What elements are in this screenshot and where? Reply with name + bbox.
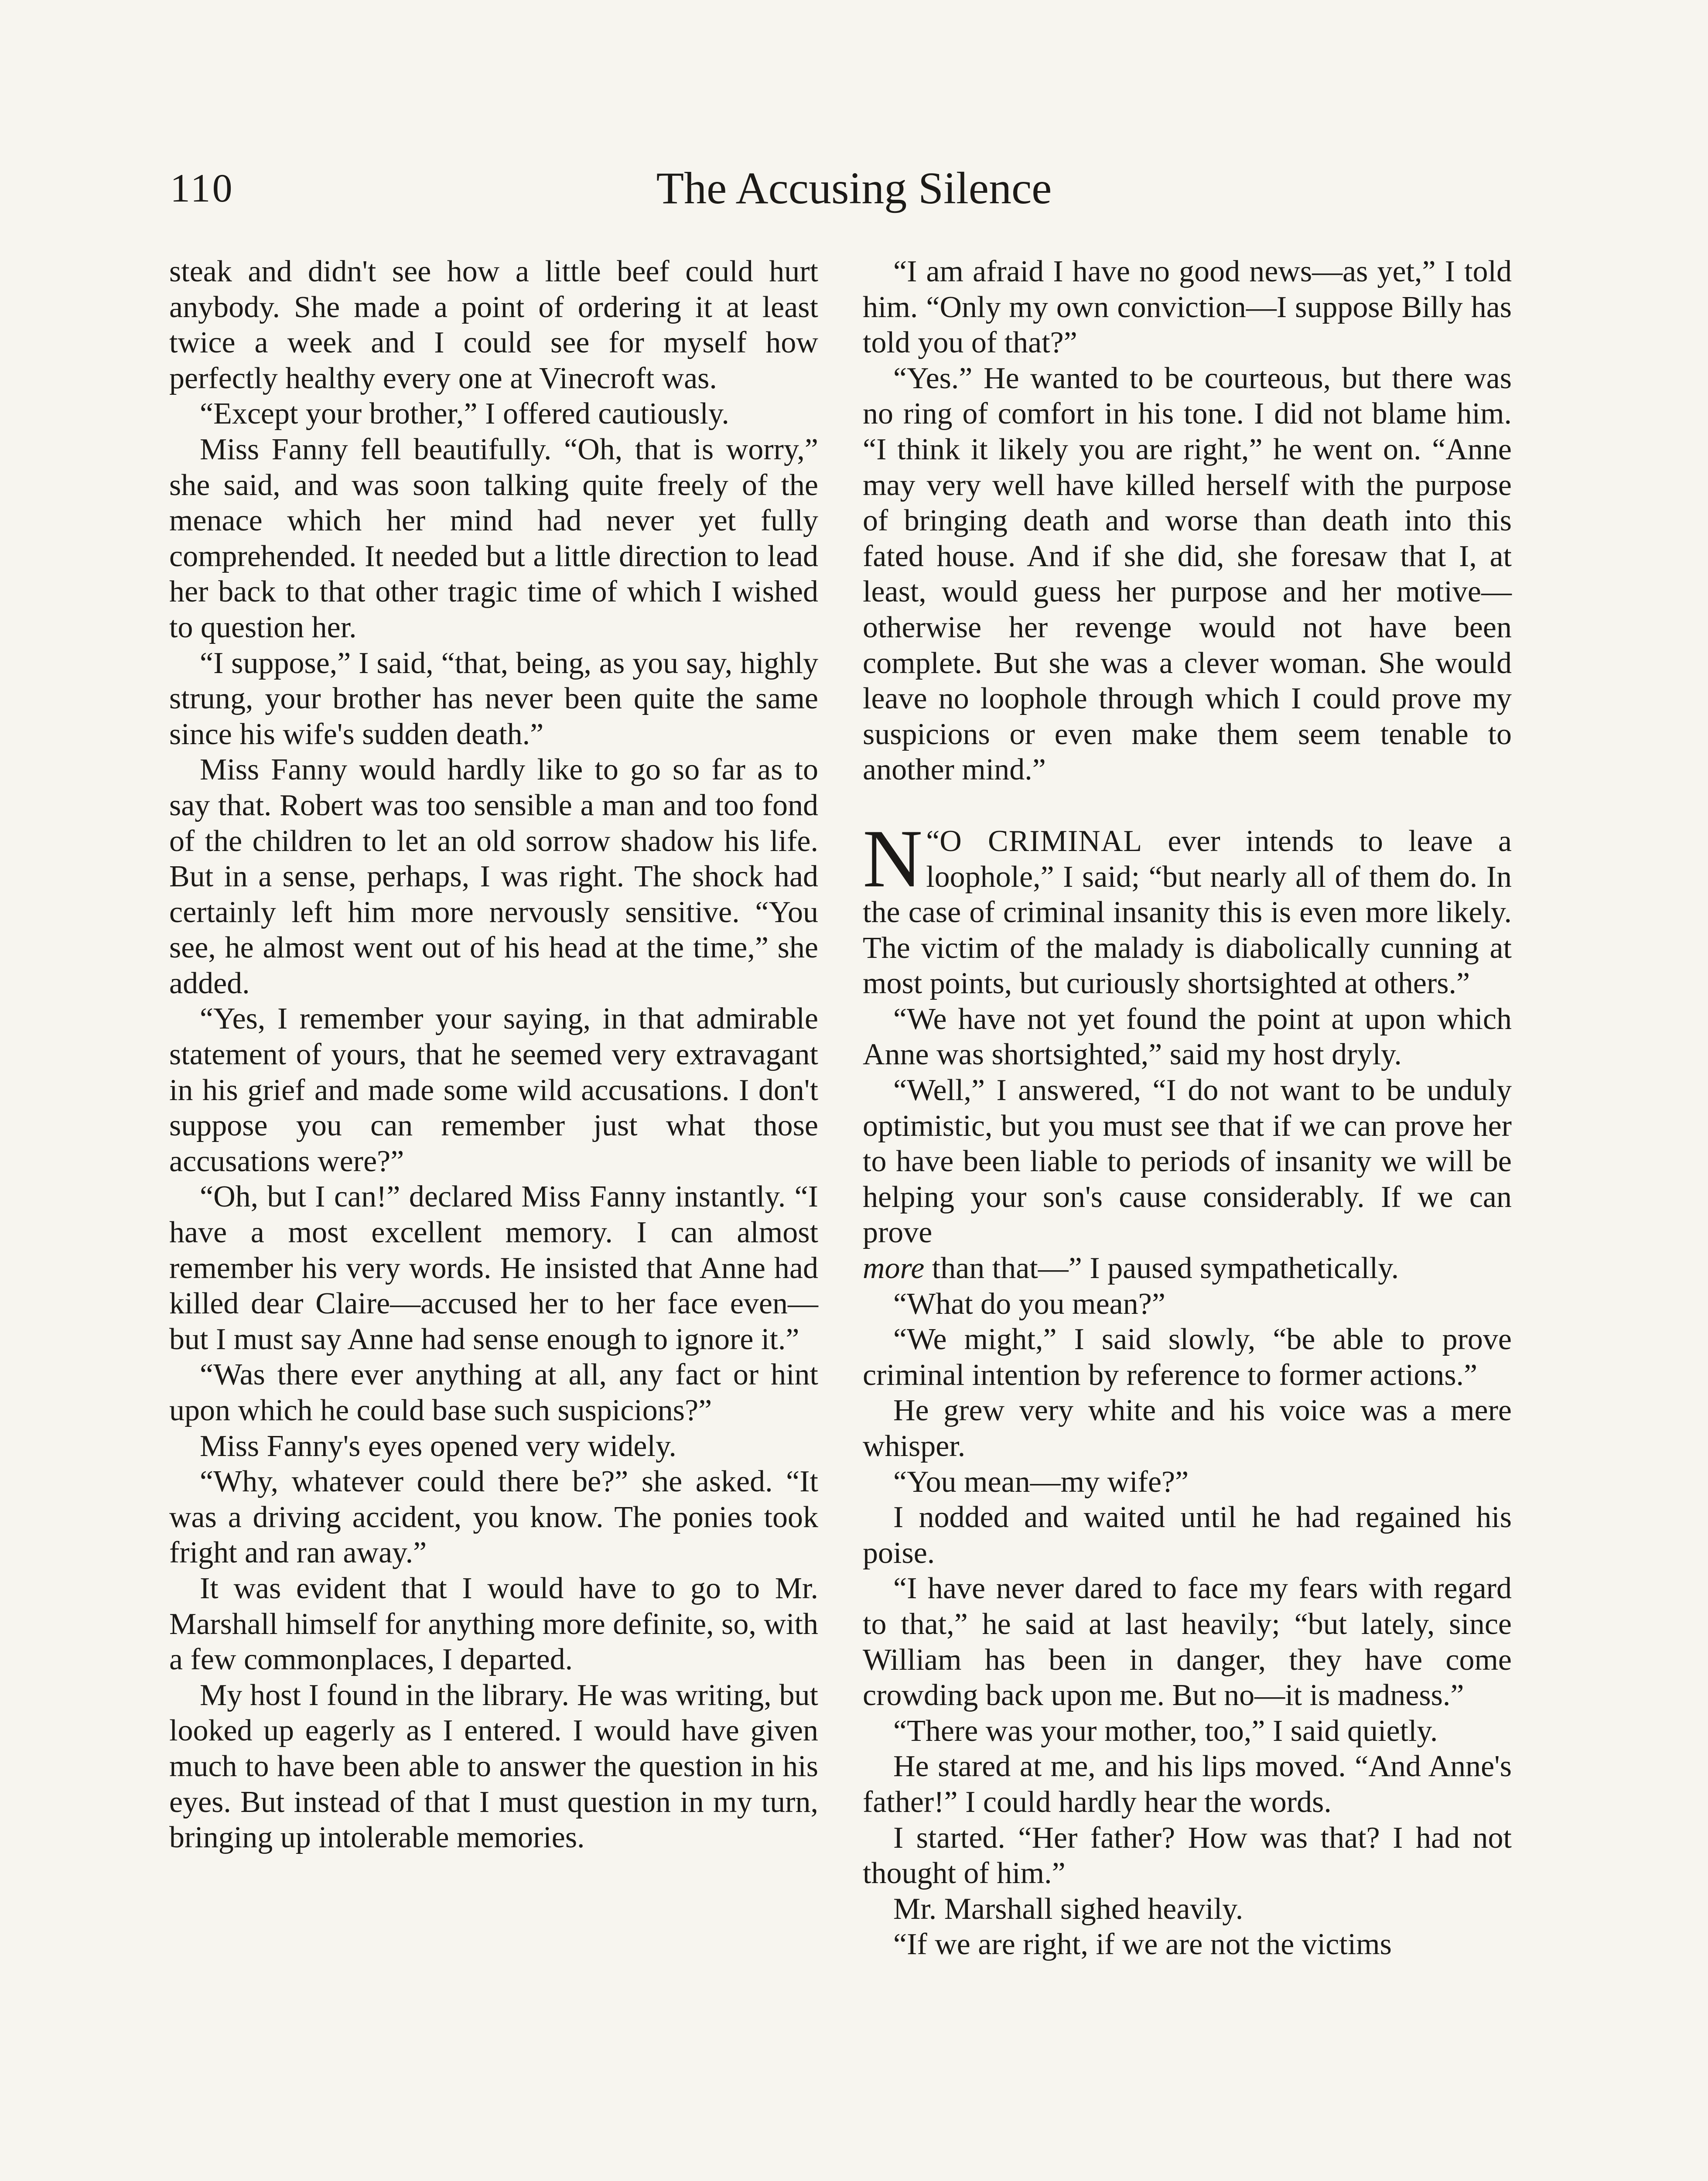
section-opening-text: ever intends to leave a loophole,” I said; “but nearly all of them do. In the case of criminal insanity this is even more likely. The victim of the malady is diabolically cunning at most points, but curiously shortsighted at others.” (863, 824, 1512, 1001)
paragraph: “I am afraid I have no good news—as yet,” I told him. “Only my own conviction—I suppose Billy has told you of that?” (863, 255, 1512, 360)
paragraph: “Why, whatever could there be?” she asked. “It was a driving accident, you know. The ponies took fright and ran away.” (169, 1465, 818, 1570)
running-title: The Accusing Silence (656, 163, 1052, 213)
small-caps-lead: O CRIMINAL (939, 824, 1143, 858)
paragraph: “Except your brother,” I offered cautiously. (200, 397, 729, 431)
paragraph: “Oh, but I can!” declared Miss Fanny instantly. “I have a most excellent memory. I can almost remember his very words. He insisted that Anne had killed dear Claire—accused her to her face even—but I must say Anne had sense enough to ignore it.” (169, 1180, 818, 1356)
paragraph: He stared at me, and his lips moved. “And Anne's father!” I could hardly hear the words. (863, 1750, 1512, 1819)
section-opening-paragraph (863, 813, 1512, 1002)
paragraph: “There was your mother, too,” I said quietly. (893, 1714, 1438, 1748)
paragraph: “Yes.” He wanted to be courteous, but there was no ring of comfort in his tone. I did not blame him. “I think it likely you are right,” he went on. “Anne may very well have killed herself with the purpose of bringing death and worse than death into this fated house. And if she did, she foresaw that I, at least, would guess her purpose and her motive—otherwise her revenge would not have been complete. But she was a clever woman. She would leave no loophole through which I could prove my suspicions or even make them seem tenable to another mind.” (863, 361, 1512, 787)
paragraph: “We have not yet found the point at upon which Anne was shortsighted,” said my host dryly. (863, 1002, 1512, 1072)
paragraph: My host I found in the library. He was writing, but looked up eagerly as I entered. I would have given much to have been able to answer the question in his eyes. But instead of that I must question in my turn, bringing up intolerable memories. (169, 1678, 818, 1855)
paragraph: Miss Fanny's eyes opened very widely. (200, 1429, 676, 1463)
left-column (169, 254, 818, 1856)
paragraph: Mr. Marshall sighed heavily. (893, 1892, 1243, 1926)
paragraph: “We might,” I said slowly, “be able to prove criminal intention by reference to former actions.” (863, 1323, 1512, 1392)
paragraph: “I suppose,” I said, “that, being, as you say, highly strung, your brother has never been quite the same since his wife's sudden death.” (169, 646, 818, 751)
drop-cap: N (863, 813, 923, 905)
right-column (863, 254, 1512, 1962)
paragraph: Miss Fanny fell beautifully. “Oh, that is worry,” she said, and was soon talking quite freely of the menace which her mind had never yet fully comprehended. It needed but a little direction to lead her back to that other tragic time of which I wished to question her. (169, 432, 818, 644)
continuation-text: than that—” I paused sympathetically. (924, 1251, 1399, 1285)
page-number: 110 (170, 166, 234, 210)
paragraph: “What do you mean?” (893, 1287, 1165, 1321)
paragraph: “Was there ever anything at all, any fact or hint upon which he could base such suspicions?” (169, 1358, 818, 1427)
paragraph: “Yes, I remember your saying, in that admirable statement of yours, that he seemed very extravagant in his grief and made some wild accusations. I don't suppose you can remember just what those accusations were?” (169, 1002, 818, 1178)
paragraph: Miss Fanny would hardly like to go so far as to say that. Robert was too sensible a man and too fond of the children to let an old sorrow shadow his life. But in a sense, perhaps, I was right. The shock had certainly left him more nervously sensitive. “You see, he almost went out of his head at the time,” she added. (169, 753, 818, 1000)
paragraph: I started. “Her father? How was that? I had not thought of him.” (863, 1821, 1512, 1890)
italic-word: more (863, 1251, 925, 1285)
paragraph: “If we are right, if we are not the victims (893, 1928, 1392, 1962)
paragraph: It was evident that I would have to go to Mr. Marshall himself for anything more definite, so, with a few commonplaces, I departed. (169, 1571, 818, 1677)
paragraph: steak and didn't see how a little beef could hurt anybody. She made a point of ordering it at least twice a week and I could see for myself how perfectly healthy every one at Vinecroft was. (169, 255, 818, 395)
paragraph-continuation (863, 1251, 1512, 1286)
paragraph: “You mean—my wife?” (893, 1465, 1189, 1499)
paragraph: “Well,” I answered, “I do not want to be unduly optimistic, but you must see that if we can prove her to have been liable to periods of insanity we will be helping your son's cause considerably. If we can prove (863, 1073, 1512, 1250)
opening-quote-mark: “ (926, 824, 940, 858)
paragraph: I nodded and waited until he had regained his poise. (863, 1501, 1512, 1570)
paragraph: He grew very white and his voice was a mere whisper. (863, 1394, 1512, 1463)
paragraph: “I have never dared to face my fears with regard to that,” he said at last heavily; “but lately, since William has been in danger, they have come crowding back upon me. But no—it is madness.” (863, 1572, 1512, 1713)
